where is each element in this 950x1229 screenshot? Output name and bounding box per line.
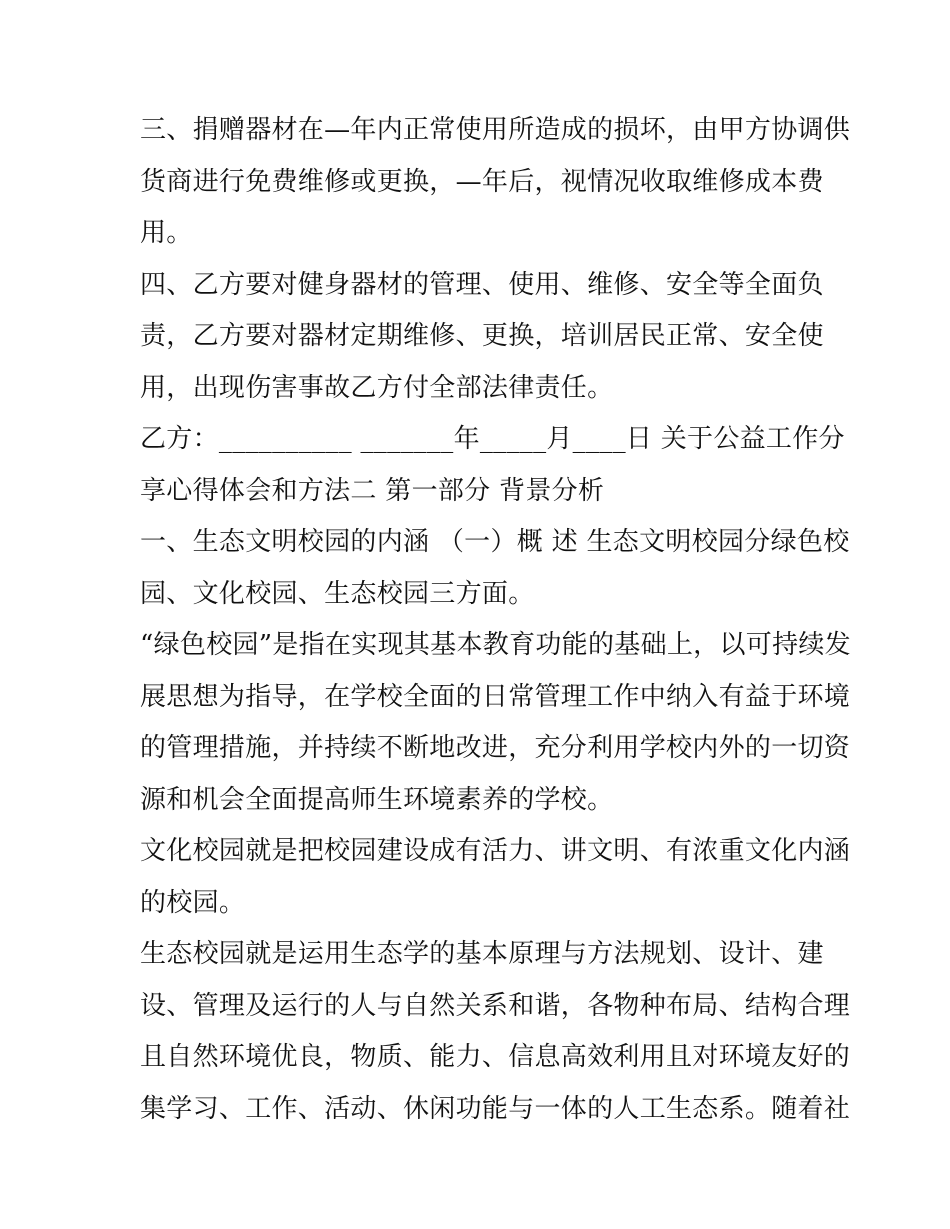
document-body	[140, 105, 851, 1135]
text-line: 三、捐赠器材在—年内正常使用所造成的损坏，由甲方协调供	[140, 115, 851, 145]
text-line: 责，乙方要对器材定期维修、更换，培训居民正常、安全使	[140, 321, 824, 351]
text-line: 设、管理及运行的人与自然关系和谐，各物种布局、结构合理	[140, 990, 851, 1021]
text-line: 享心得体会和方法二 第一部分 背景分析	[140, 475, 605, 506]
text-line: 一、生态文明校园的内涵 （一）概 述 生态文明校园分绿色校	[140, 527, 850, 557]
text-line: 货商进行免费维修或更换，—年后，视情况收取维修成本费	[140, 166, 824, 197]
text-line: 展思想为指导，在学校全面的日常管理工作中纳入有益于环境	[140, 681, 851, 712]
text-line: 用，出现伤害事故乙方付全部法律责任。	[140, 372, 614, 403]
text-line: 生态校园就是运用生态学的基本原理与方法规划、设计、建	[140, 939, 824, 969]
text-line: 用。	[140, 218, 193, 248]
text-line: 源和机会全面提高师生环境素养的学校。	[140, 784, 614, 815]
text-line: 集学习、工作、活动、休闲功能与一体的人工生态系。随着社	[140, 1093, 851, 1124]
text-line: 园、文化校园、生态校园三方面。	[140, 578, 535, 609]
text-line: 乙方：__________ _______年_____月____日 关于公益工作分	[140, 424, 845, 454]
text-line: 且自然环境优良，物质、能力、信息高效利用且对环境友好的	[140, 1042, 851, 1072]
text-line: 的管理措施，并持续不断地改进，充分利用学校内外的一切资	[140, 733, 851, 763]
text-line: “绿色校园”是指在实现其基本教育功能的基础上，以可持续发	[140, 630, 851, 660]
text-line: 的校园。	[140, 887, 246, 918]
text-line: 文化校园就是把校园建设成有活力、讲文明、有浓重文化内涵	[140, 836, 851, 866]
text-line: 四、乙方要对健身器材的管理、使用、维修、安全等全面负	[140, 269, 824, 300]
